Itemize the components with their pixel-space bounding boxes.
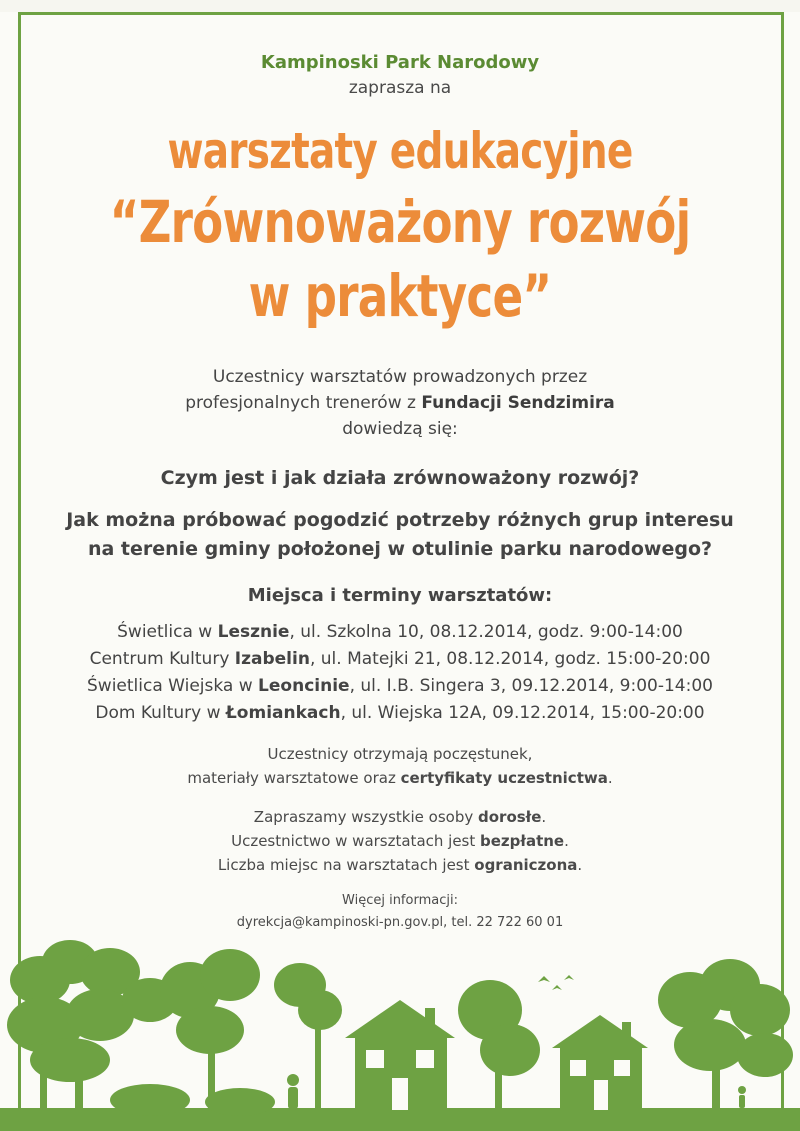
benefits-text: materiały warsztatowe oraz [187,769,401,787]
place-name: Leoncinie [258,676,350,696]
bird-icon [552,985,562,990]
benefits-suffix: . [607,769,613,787]
house-door [594,1080,608,1110]
house-window [366,1050,384,1068]
tree-icon [658,959,793,1110]
notes-emphasis: ograniczona [474,856,578,874]
place-details: , ul. Matejki 21, 08.12.2014, godz. 15:00-20:00 [309,649,711,669]
place-details: , ul. Wiejska 12A, 09.12.2014, 15:00-20:00 [340,703,705,723]
intro-line-3: dowiedzą się: [342,419,458,439]
place-prefix: Świetlica Wiejska w [87,676,259,696]
question-2-line-1: Jak można próbować pogodzić potrzeby różnych grup interesu [66,509,734,531]
places-heading: Miejsca i terminy warsztatów: [247,585,553,606]
question-1: Czym jest i jak działa zrównoważony rozwój? [160,467,640,489]
ground-strip [0,1108,800,1131]
tree-icon [160,949,260,1110]
notes-line-1 [0,805,800,829]
notes-emphasis: dorosłe [478,808,542,826]
question-2 [0,506,800,564]
notes-text: Uczestnictwo w warsztatach jest [231,832,481,850]
place-item [0,646,800,673]
title-line-1: warsztaty edukacyjne [167,122,633,180]
notes-suffix: . [541,808,547,826]
place-name: Lesznie [217,622,290,642]
organization-name: Kampinoski Park Narodowy [260,52,540,73]
place-prefix: Centrum Kultury [89,649,235,669]
top-strip [0,0,800,12]
place-item [0,619,800,646]
notes-suffix: . [564,832,569,850]
house-window [570,1060,586,1076]
tree-icon [274,963,342,1110]
place-name: Łomiankach [225,703,341,723]
more-info-label: Więcej informacji: [342,893,458,908]
place-prefix: Dom Kultury w [95,703,226,723]
contact-details: dyrekcja@kampinoski-pn.gov.pl, tel. 22 722 60 01 [236,915,564,930]
bird-icon [564,975,574,980]
intro-line-1: Uczestnicy warsztatów prowadzonych przez [212,367,588,387]
place-prefix: Świetlica w [117,622,218,642]
place-item [0,673,800,700]
bush [110,1084,190,1116]
foundation-name: Fundacji Sendzimira [421,393,615,413]
notes-paragraph [0,805,800,877]
house-door [392,1078,408,1110]
title-line-2: “Zrównoważony rozwój [109,188,691,256]
notes-suffix: . [577,856,583,874]
notes-text: Liczba miejsc na warsztatach jest [217,856,475,874]
intro-line-2 [0,390,800,416]
certificates-text: certyfikaty uczestnictwa [400,769,608,787]
intro-paragraph [0,364,800,442]
house-window [614,1060,630,1076]
landscape-illustration [0,930,800,1131]
notes-line-2 [0,829,800,853]
tree-icon [458,980,540,1110]
notes-emphasis: bezpłatne [480,832,565,850]
child-icon [738,1086,746,1108]
notes-line-3 [0,853,800,877]
intro-line-2-text: profesjonalnych trenerów z [185,393,422,413]
place-name: Izabelin [234,649,310,669]
bird-icon [538,976,550,982]
notes-text: Zapraszamy wszystkie osoby [253,808,478,826]
bush [205,1088,275,1116]
question-2-line-2: na terenie gminy położonej w otulinie parku narodowego? [87,538,713,560]
title-line-3: w praktyce” [248,262,552,330]
place-details: , ul. I.B. Singera 3, 09.12.2014, 9:00-14:00 [349,676,713,696]
house-window [416,1050,434,1068]
benefits-line-2 [0,766,800,790]
benefits-line-1: Uczestnicy otrzymają poczęstunek, [267,745,533,763]
place-details: , ul. Szkolna 10, 08.12.2014, godz. 9:00-14:00 [289,622,683,642]
places-list [0,619,800,727]
benefits-paragraph [0,742,800,790]
place-item [0,700,800,727]
person-icon [287,1074,299,1109]
invite-text: zaprasza na [348,78,452,98]
